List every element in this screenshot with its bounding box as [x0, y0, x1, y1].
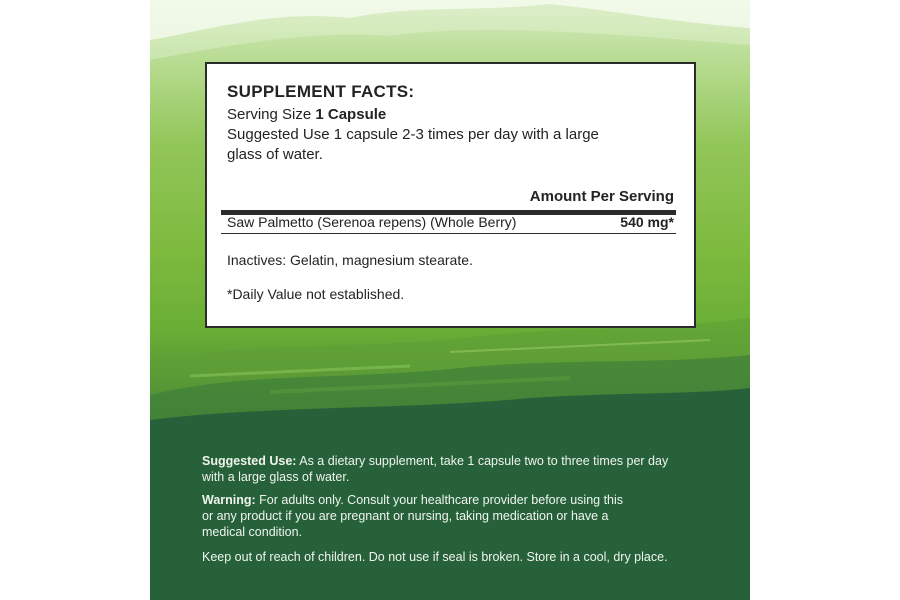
storage-paragraph — [202, 549, 722, 565]
suggested-use-paragraph — [202, 453, 722, 485]
serving-size-line — [227, 106, 386, 123]
warning-text-2: or any product if you are pregnant or nursing, taking medication or have a — [202, 509, 609, 523]
suggested-use-label: Suggested Use: — [202, 454, 297, 468]
warning-label: Warning: — [202, 493, 256, 507]
suggested-use-line-2: glass of water. — [227, 146, 323, 163]
warning-text-3: medical condition. — [202, 525, 303, 539]
row-divider — [221, 233, 676, 234]
serving-size-label: Serving Size — [227, 106, 316, 123]
daily-value-footnote: *Daily Value not established. — [227, 286, 405, 302]
warning-text-1: For adults only. Consult your healthcare provider before using this — [255, 493, 624, 507]
suggested-use-text-1: As a dietary supplement, take 1 capsule two to three times per day — [296, 454, 669, 468]
suggested-use-text-2: with a large glass of water. — [202, 470, 350, 484]
ingredient-name: Saw Palmetto (Serenoa repens) (Whole Berry) — [227, 214, 517, 230]
warning-paragraph — [202, 492, 722, 540]
amount-per-serving-header: Amount Per Serving — [529, 188, 674, 205]
facts-title: SUPPLEMENT FACTS: — [227, 82, 415, 101]
storage-text: Keep out of reach of children. Do not use if seal is broken. Store in a cool, dry place. — [202, 550, 668, 564]
supplement-facts-box — [205, 62, 696, 328]
suggested-use-line-1: Suggested Use 1 capsule 2-3 times per day with a large — [227, 126, 599, 143]
serving-size-value: 1 Capsule — [315, 106, 387, 123]
ingredient-amount: 540 mg* — [620, 214, 674, 230]
inactives-text: Inactives: Gelatin, magnesium stearate. — [227, 252, 473, 268]
